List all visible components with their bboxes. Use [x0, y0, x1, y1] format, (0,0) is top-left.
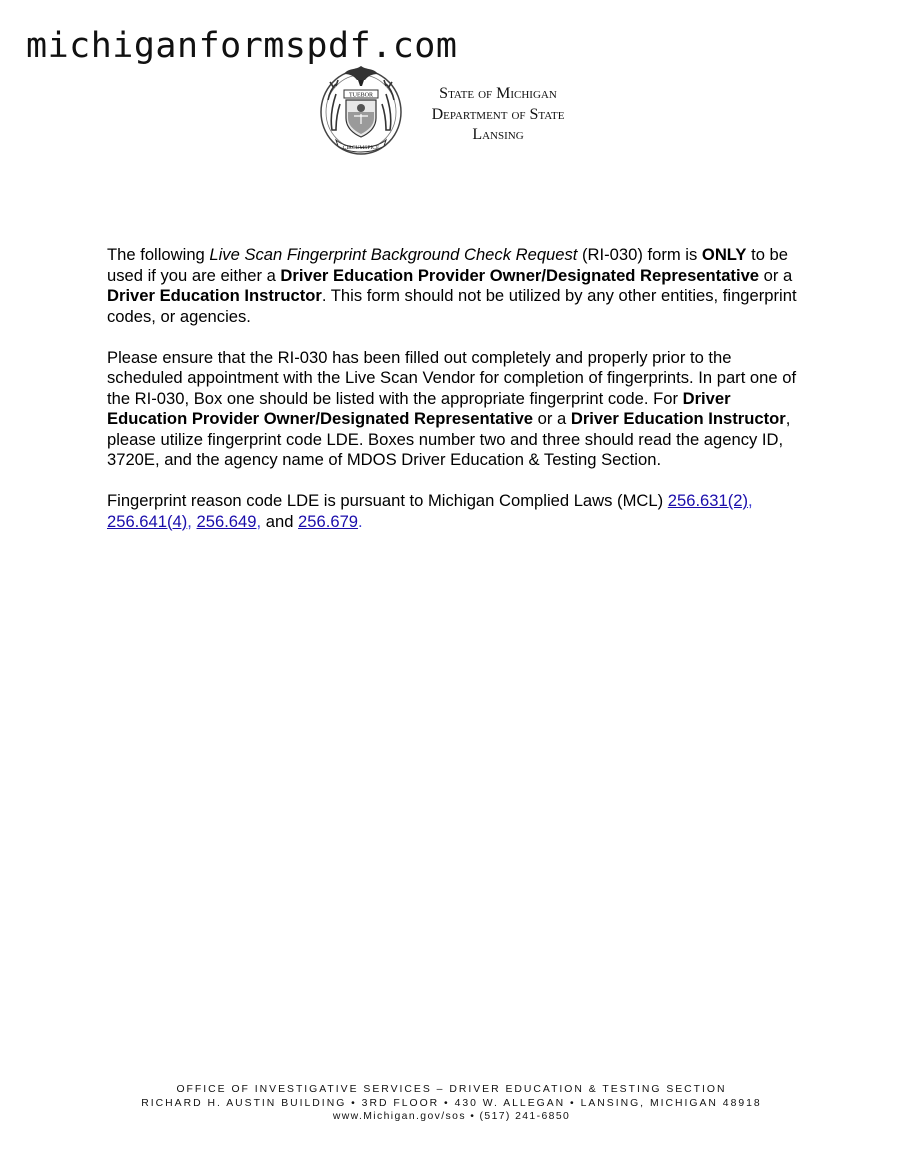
form-name: Live Scan Fingerprint Background Check Request — [209, 245, 578, 264]
mcl-link-256-631-2[interactable]: 256.631(2) — [667, 491, 749, 510]
p2-text: , please utilize fingerprint code LDE. Boxes number two and three should read the agency ID, 3720E, and the agency name of MDOS Driver Education & Testing Section. — [107, 409, 791, 469]
p3-text: and — [261, 511, 299, 531]
michigan-seal-icon — [318, 60, 404, 156]
p2-text: Please ensure that the RI-030 has been filled out completely and properly prior to the scheduled appointment with the Live Scan Vendor for completion of fingerprints. In part one of the RI-030, Box one should be listed with the appropriate fingerprint code. For — [107, 347, 797, 408]
p1-text: or a — [759, 265, 793, 285]
mcl-link-256-641-4[interactable]: 256.641(4) — [107, 511, 188, 531]
seal-banner-text: TUEBOR — [349, 92, 373, 99]
letterhead-footer — [0, 1083, 903, 1124]
p2-text: or a — [533, 409, 571, 428]
emphasis-only: ONLY — [701, 245, 747, 264]
agency-department: Department of State — [431, 105, 565, 123]
role-instructor: Driver Education Instructor — [570, 409, 786, 428]
letter-body — [107, 245, 807, 553]
footer-contact: www.Michigan.gov/sos • (517) 241-6850 — [332, 1111, 571, 1122]
footer-office: OFFICE OF INVESTIGATIVE SERVICES – DRIVER EDUCATION & TESTING SECTION — [176, 1084, 727, 1095]
paragraph-form-usage — [107, 245, 807, 327]
role-provider-owner: Driver Education Provider Owner/Designated Representative — [107, 388, 731, 428]
separator: , — [748, 491, 753, 510]
paragraph-instructions — [107, 348, 807, 471]
paragraph-legal-basis — [107, 491, 807, 532]
p1-text: The following — [107, 245, 210, 264]
separator: , — [256, 511, 262, 531]
footer-address: RICHARD H. AUSTIN BUILDING • 3RD FLOOR • 430 W. ALLEGAN • LANSING, MICHIGAN 48918 — [141, 1097, 762, 1109]
p1-text: to be used if you are either a — [107, 245, 789, 285]
role-provider-owner: Driver Education Provider Owner/Designated Representative — [280, 265, 760, 285]
role-instructor: Driver Education Instructor — [107, 286, 322, 305]
seal-ribbon-text: CIRCUMSPICE — [342, 145, 380, 151]
watermark: michiganformspdf.com — [26, 26, 458, 66]
p1-text: (RI-030) form is — [577, 245, 702, 264]
agency-state: State of Michigan — [439, 85, 557, 102]
agency-city: Lansing — [472, 126, 524, 143]
separator: , — [187, 511, 192, 531]
mcl-link-256-649[interactable]: 256.649 — [196, 511, 257, 531]
p3-text: Fingerprint reason code LDE is pursuant to Michigan Complied Laws (MCL) — [107, 491, 668, 510]
separator: . — [358, 511, 363, 531]
mcl-link-256-679[interactable]: 256.679 — [298, 511, 359, 531]
agency-header — [410, 84, 586, 146]
p1-text: . This form should not be utilized by any other entities, fingerprint codes, or agencies. — [107, 286, 797, 326]
